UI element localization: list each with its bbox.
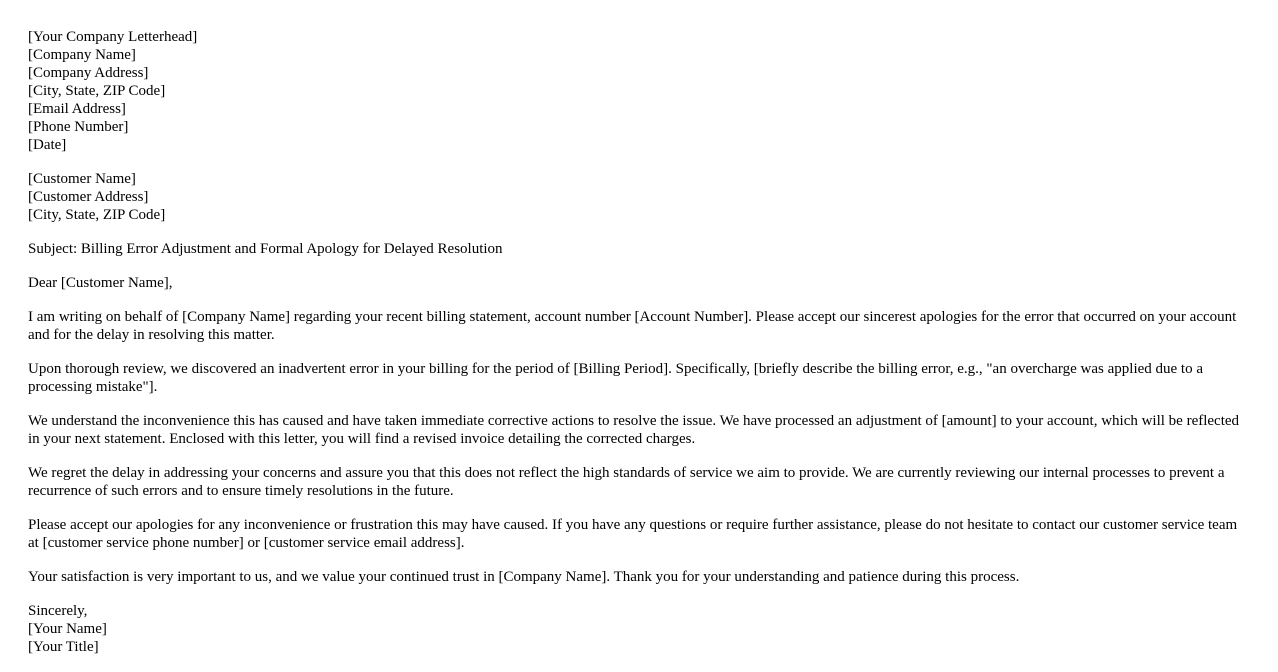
company-phone: [Phone Number] [28,119,129,135]
body-paragraph-2: Upon thorough review, we discovered an inadvertent error in your billing for the period of [Billing Period]. Specifically, [briefly describe the billing error, e.g., "an overcharge was applied due to a processing mistake"]. [28,361,1204,395]
customer-address: [Customer Address] [28,189,149,205]
signer-name: [Your Name] [28,621,107,637]
letter-date: [Date] [28,137,67,153]
sign-off: Sincerely, [28,603,88,619]
company-address: [Company Address] [28,65,149,81]
company-email: [Email Address] [28,101,126,117]
body-paragraph-3: We understand the inconvenience this has caused and have taken immediate corrective actions to resolve the issue. We have processed an adjustment of [amount] to your account, which will be reflected in your next statement. Enclosed with this letter, you will find a revised invoice detailing the corrected charges. [28,413,1240,447]
body-paragraph-4: We regret the delay in addressing your concerns and assure you that this does not reflect the high standards of service we aim to provide. We are currently reviewing our internal processes to prevent a recurrence of such errors and to ensure timely resolutions in the future. [28,465,1225,499]
sender-block [28,28,1250,154]
closing-block [28,602,1250,656]
recipient-block [28,170,1250,224]
body-paragraph-5: Please accept our apologies for any inconvenience or frustration this may have caused. If you have any questions or require further assistance, please do not hesitate to contact our customer service team at [customer service phone number] or [customer service email address]. [28,517,1238,551]
company-city-state-zip: [City, State, ZIP Code] [28,83,166,99]
signer-title: [Your Title] [28,639,99,655]
company-letterhead: [Your Company Letterhead] [28,29,198,45]
salutation: Dear [Customer Name], [28,275,173,291]
customer-city-state-zip: [City, State, ZIP Code] [28,207,166,223]
customer-name: [Customer Name] [28,171,136,187]
body-paragraph-1: I am writing on behalf of [Company Name] regarding your recent billing statement, account number [Account Number]. Please accept our sincerest apologies for the error that occurred on your account and for the delay in resolving this matter. [28,309,1237,343]
company-name: [Company Name] [28,47,136,63]
body-paragraph-6: Your satisfaction is very important to us, and we value your continued trust in [Company Name]. Thank you for your understanding and patience during this process. [28,569,1020,585]
subject-line: Subject: Billing Error Adjustment and Formal Apology for Delayed Resolution [28,241,503,257]
letter-document [28,28,1250,672]
